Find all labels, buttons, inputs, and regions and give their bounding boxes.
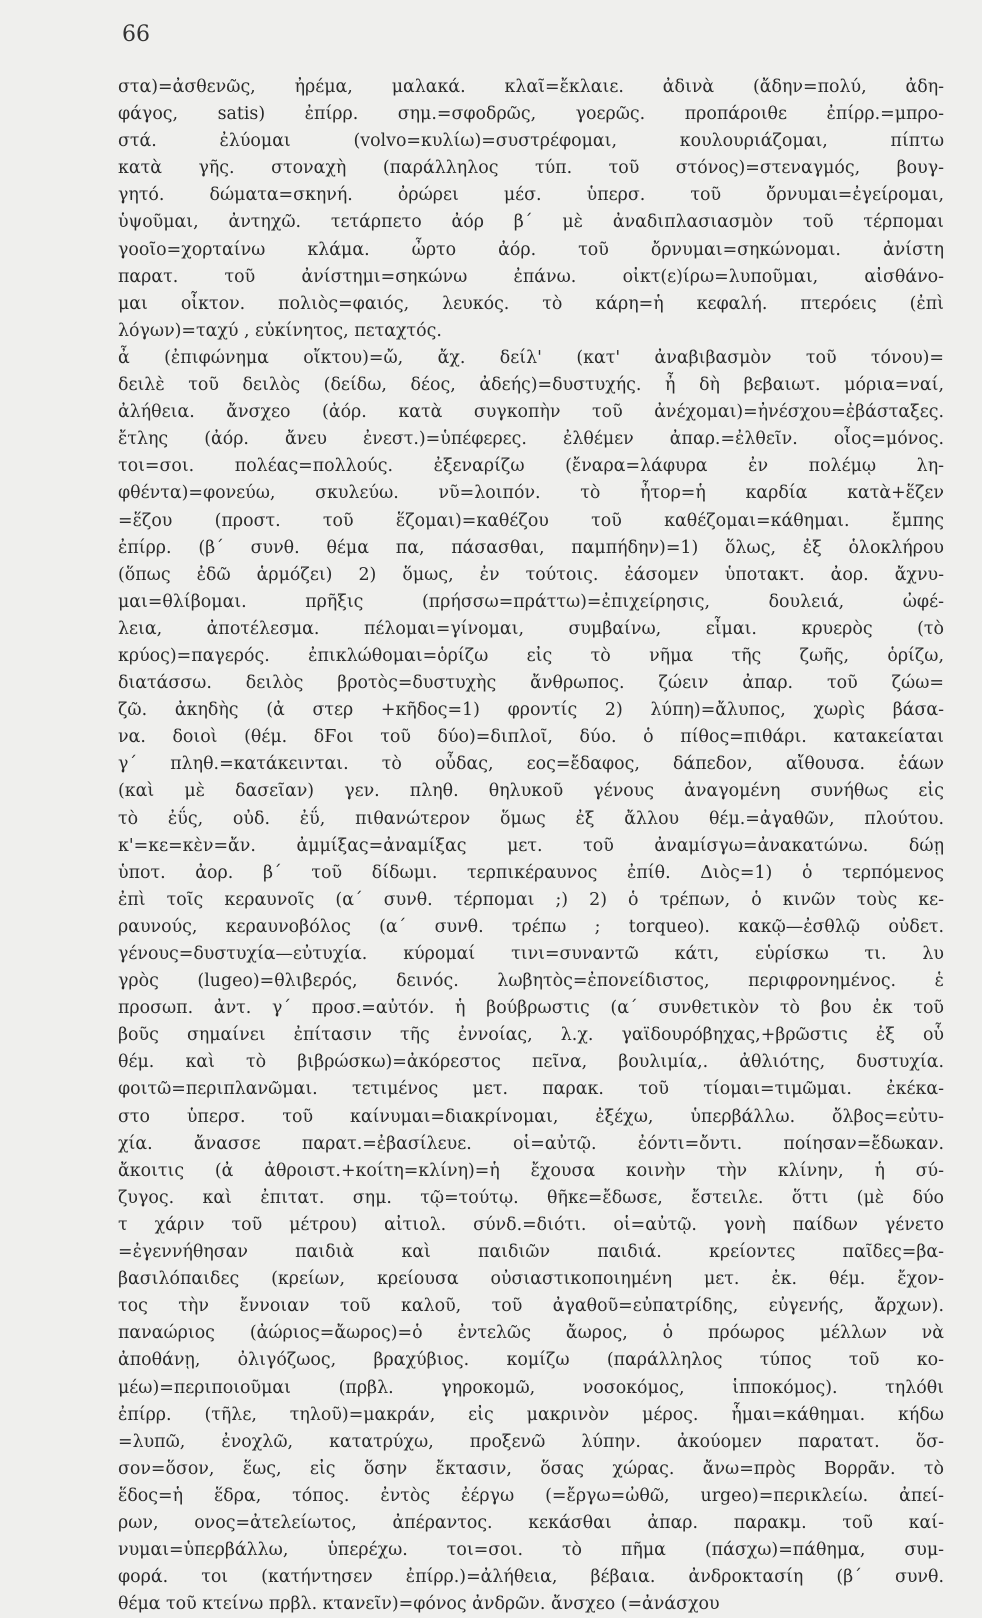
text-line: ἔτλης (ἀόρ. ἄνευ ἐνεστ.)=ὑπέφερες. ἐλθέμεν ἀπαρ.=ἐλθεῖν. οἶος=μόνος. — [118, 429, 944, 450]
text-line: λεια, ἀποτέλεσμα. πέλομαι=γίνομαι, συμβαίνω, εἶμαι. κρυερὸς (τὸ — [118, 618, 944, 639]
text-line: βασιλόπαιδες (κρείων, κρείουσα οὐσιαστικοποιημένη μετ. ἐκ. θέμ. ἔχον- — [118, 1269, 944, 1290]
text-line: παρατ. τοῦ ἀνίστημι=σηκώνω ἐπάνω. οἰκτ(ε)ίρω=λυποῦμαι, αἰσθάνο- — [118, 266, 944, 287]
glossary-text — [118, 74, 944, 1618]
text-line: κ'=κε=κὲν=ἄν. ἀμμίξας=ἀναμίξας μετ. τοῦ ἀναμίσγω=ἀνακατώνω. δώῃ — [118, 835, 944, 856]
text-line: =λυπῶ, ἐνοχλῶ, κατατρύχω, προξενῶ λύπην. ἀκούομεν παρατατ. ὅσ- — [118, 1431, 944, 1452]
text-line: γοοῖο=χορταίνω κλάμα. ὦρτο ἀόρ. τοῦ ὄρνυμαι=σηκώνομαι. ἀνίστη — [118, 239, 944, 260]
text-line: ἄκοιτις (ἀ ἀθροιστ.+κοίτη=κλίνη)=ἡ ἔχουσα κοινὴν τὴν κλίνην, ἡ σύ- — [118, 1160, 944, 1181]
text-line: να. δοιοὶ (θέμ. δϜοι τοῦ δύο)=διπλοῖ, δύο. ὁ πίθος=πιθάρι. κατακείαται — [118, 727, 944, 748]
text-line: μαι οἶκτον. πολιὸς=φαιός, λευκός. τὸ κάρη=ἡ κεφαλή. πτερόεις (ἐπὶ — [118, 293, 944, 314]
text-line: =ἕζου (προστ. τοῦ ἕζομαι)=καθέζου τοῦ καθέζομαι=κάθημαι. ἔμπης — [118, 510, 944, 531]
text-line: φοιτῶ=περιπλανῶμαι. τετιμένος μετ. παρακ. τοῦ τίομαι=τιμῶμαι. ἐκέκα- — [118, 1079, 944, 1100]
text-line: ἕδος=ἡ ἕδρα, τόπος. ἐντὸς ἐέργω (=ἔργω=ὠθῶ, urgeo)=περικλείω. ἀπεί- — [118, 1485, 944, 1506]
text-line: κατὰ γῆς. στοναχὴ (παράλληλος τύπ. τοῦ στόνος)=στεναγμός, βουγ- — [118, 158, 944, 179]
text-line: λόγων)=ταχύ , εὐκίνητος, πεταχτός. — [118, 320, 442, 341]
text-line: θέμα τοῦ κτείνω πρβλ. κτανεῖν)=φόνος ἀνδρῶν. ἄνσχεο (=ἀνάσχου — [118, 1594, 720, 1615]
text-line: σον=ὅσον, ἕως, εἰς ὅσην ἔκτασιν, ὅσας χώρας. ἄνω=πρὸς Βορρᾶν. τὸ — [118, 1458, 944, 1479]
text-line: μαι=θλίβομαι. πρῆξις (πρήσσω=πράττω)=ἐπιχείρησις, δουλειά, ὠφέ- — [118, 591, 944, 612]
text-line: γένους=δυστυχία—εὐτυχία. κύρομαί τινι=συναντῶ κάτι, εὑρίσκω τι. λυ — [118, 944, 944, 964]
text-line: ρων, ονος=ἀτελείωτος, ἀπέραντος. κεκάσθαι ἀπαρ. παρακμ. τοῦ καί- — [118, 1512, 944, 1533]
text-line: ἐπίρρ. (β΄ συνθ. θέμα πα, πάσασθαι, παμπήδην)=1) ὅλως, ἐξ ὁλοκλήρου — [118, 537, 944, 558]
text-line: τ χάριν τοῦ μέτρου) αἰτιολ. σύνδ.=διότι. οἱ=αὐτῷ. γονὴ παίδων γένετο — [118, 1214, 944, 1235]
text-line: μέω)=περιποιοῦμαι (πρβλ. γηροκομῶ, νοσοκόμος, ἱπποκόμος). τηλόθι — [118, 1377, 944, 1398]
text-line: φάγος, satis) ἐπίρρ. σημ.=σφοδρῶς, γοερῶς. προπάροιθε ἐπίρρ.=μπρο- — [118, 104, 944, 125]
text-line: ἆ (ἐπιφώνημα οἴκτου)=ὤ, ἄχ. δείλ' (κατ' ἀναβιβασμὸν τοῦ τόνου)= — [118, 347, 944, 368]
text-line: στα)=ἀσθενῶς, ἠρέμα, μαλακά. κλαῖ=ἔκλαιε. ἀδινὰ (ἄδην=πολύ, ἀδη- — [118, 77, 944, 97]
text-line: θέμ. καὶ τὸ βιβρώσκω)=ἀκόρεστος πεῖνα, βουλιμία,. ἀθλιότης, δυστυχία. — [118, 1052, 944, 1073]
text-line: ὑποτ. ἀορ. β΄ τοῦ δίδωμι. τερπικέραυνος ἐπίθ. Διὸς=1) ὁ τερπόμενος — [118, 862, 944, 883]
text-line: στά. ἐλύομαι (volvo=κυλίω)=συστρέφομαι, κουλουριάζομαι, πίπτω — [118, 131, 944, 152]
text-line: ἐπὶ τοῖς κεραυνοῖς (α΄ συνθ. τέρπομαι ;) 2) ὁ τρέπων, ὁ κινῶν τοὺς κε- — [118, 889, 944, 910]
text-line: παναώριος (ἀώριος=ἄωρος)=ὁ ἐντελῶς ἄωρος, ὁ πρόωρος μέλλων νὰ — [118, 1323, 944, 1344]
text-line: τὸ ἐΰς, οὐδ. ἐΰ, πιθανώτερον ὅμως ἐξ ἄλλου θέμ.=ἀγαθῶν, πλούτου. — [118, 808, 944, 829]
text-line: δειλὲ τοῦ δειλὸς (δείδω, δέος, ἀδεής)=δυστυχής. ἦ δὴ βεβαιωτ. μόρια=ναί, — [118, 375, 944, 396]
text-line: (ὅπως ἐδῶ ἁρμόζει) 2) ὅμως, ἐν τούτοις. ἐάσομεν ὑποτακτ. ἀορ. ἄχνυ- — [118, 564, 944, 585]
text-line: ὑψοῦμαι, ἀντηχῶ. τετάρπετο ἀόρ β΄ μὲ ἀναδιπλασιασμὸν τοῦ τέρπομαι — [118, 212, 944, 233]
text-line: προσωπ. ἀντ. γ΄ προσ.=αὐτόν. ἡ βούβρωστις (α΄ συνθετικὸν τὸ βου ἐκ τοῦ — [118, 998, 944, 1019]
text-line: κρύος)=παγερός. ἐπικλώθομαι=ὁρίζω εἰς τὸ νῆμα τῆς ζωῆς, ὁρίζω, — [118, 645, 944, 666]
text-line: τος τὴν ἔννοιαν τοῦ καλοῦ, τοῦ ἀγαθοῦ=εὐπατρίδης, εὐγενής, ἄρχων). — [118, 1296, 944, 1317]
text-line: νυμαι=ὑπερβάλλω, ὑπερέχω. τοι=σοι. τὸ πῆμα (πάσχω)=πάθημα, συμ- — [118, 1540, 944, 1561]
text-line: φθέντα)=φονεύω, σκυλεύω. νῦ=λοιπόν. τὸ ἦτορ=ἡ καρδία κατὰ+ἕζεν — [118, 483, 944, 504]
text-line: ζυγος. καὶ ἐπιτατ. σημ. τῷ=τούτῳ. θῆκε=ἔδωσε, ἔστειλε. ὅττι (μὲ δύο — [118, 1187, 944, 1208]
text-line: γ΄ πληθ.=κατάκεινται. τὸ οὖδας, εος=ἔδαφος, δάπεδον, αἴθουσα. ἑάων — [118, 754, 944, 775]
text-line: ζῶ. ἀκηδὴς (ἀ στερ +κῆδος=1) φροντίς 2) λύπη)=ἄλυπος, χωρὶς βάσα- — [118, 700, 944, 721]
text-line: ἐπίρρ. (τῆλε, τηλοῦ)=μακράν, εἰς μακρινὸν μέρος. ἧμαι=κάθημαι. κήδω — [118, 1404, 944, 1425]
text-line: (καὶ μὲ δασεῖαν) γεν. πληθ. θηλυκοῦ γένους ἀναγομένη συνήθως εἰς — [118, 781, 944, 802]
page-number: 66 — [122, 22, 150, 47]
text-line: χία. ἄνασσε παρατ.=ἐβασίλευε. οἱ=αὐτῷ. ἐόντι=ὄντι. ποίησαν=ἔδωκαν. — [118, 1133, 944, 1154]
text-line: διατάσσω. δειλὸς βροτὸς=δυστυχὴς ἄνθρωπος. ζώειν ἀπαρ. τοῦ ζώω= — [118, 673, 944, 694]
text-line: ραυνούς, κεραυνοβόλος (α΄ συνθ. τρέπω ; torqueo). κακῷ—ἐσθλῷ οὐδετ. — [118, 916, 944, 937]
text-line: βοῦς σημαίνει ἐπίτασιν τῆς ἐννοίας, λ.χ. γαϊδουρόβηχας,+βρῶστις ἐξ οὗ — [118, 1025, 944, 1046]
text-line: γητό. δώματα=σκηνή. ὀρώρει μέσ. ὑπερσ. τοῦ ὄρνυμαι=ἐγείρομαι, — [118, 185, 944, 206]
text-line: φορά. τοι (κατήντησεν ἐπίρρ.)=ἀλήθεια, βέβαια. ἀνδροκτασίη (β΄ συνθ. — [118, 1567, 944, 1588]
text-line: =ἐγεννήθησαν παιδιὰ καὶ παιδιῶν παιδιά. κρείοντες παῖδες=βα- — [118, 1242, 944, 1263]
text-line: ἀλήθεια. ἄνσχεο (ἀόρ. κατὰ συγκοπὴν τοῦ ἀνέχομαι)=ἠνέσχου=ἐβάσταξες. — [118, 402, 944, 423]
text-line: τοι=σοι. πολέας=πολλούς. ἐξεναρίζω (ἔναρα=λάφυρα ἐν πολέμῳ λη- — [118, 456, 944, 477]
text-line: γρὸς (lugeo)=θλιβερός, δεινός. λωβητὸς=ἐπονείδιστος, περιφρονημένος. ἑ — [118, 971, 944, 992]
text-line: στο ὑπερσ. τοῦ καίνυμαι=διακρίνομαι, ἐξέχω, ὑπερβάλλω. ὄλβος=εὐτυ- — [118, 1106, 944, 1127]
text-line: ἀποθάνῃ, ὀλιγόζωος, βραχύβιος. κομίζω (παράλληλος τύπος τοῦ κο- — [118, 1350, 944, 1371]
